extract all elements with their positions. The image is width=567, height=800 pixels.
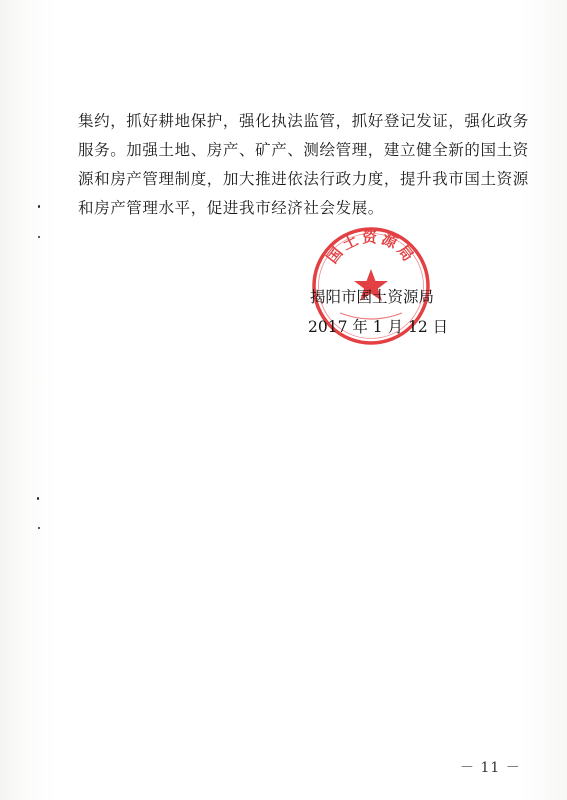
issuing-organization: 揭阳市国土资源局 — [310, 288, 435, 306]
signature-block — [308, 282, 528, 342]
body-line: 集约，抓好耕地保护，强化执法监管，抓好登记发证，强化政务 — [78, 112, 529, 130]
scan-speck — [37, 497, 39, 500]
body-paragraph — [78, 107, 529, 223]
scan-speck — [38, 236, 40, 238]
page-number: － 11 － — [460, 760, 521, 776]
scan-speck — [38, 205, 40, 208]
issue-date: 2017 年 1 月 12 日 — [308, 318, 449, 336]
seal-text: 国土资源局 — [323, 228, 419, 267]
scan-speck — [38, 527, 40, 529]
body-line: 源和房产管理制度，加大推进依法行政力度，提升我市国土资源 — [78, 170, 529, 188]
body-line: 服务。加强土地、房产、矿产、测绘管理，建立健全新的国土资 — [78, 141, 529, 159]
body-line: 和房产管理水平，促进我市经济社会发展。 — [78, 199, 384, 217]
